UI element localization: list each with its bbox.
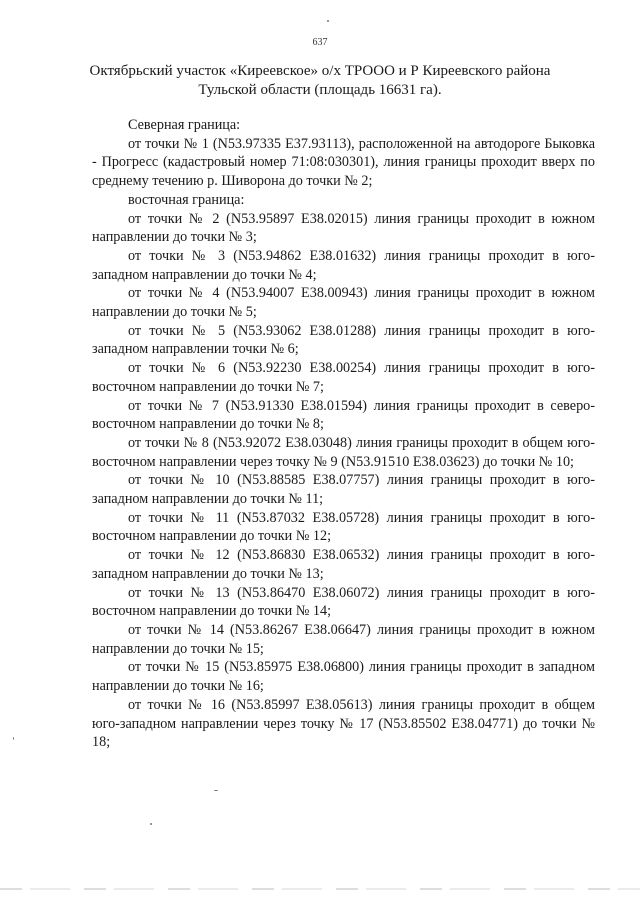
paragraph: от точки № 11 (N53.87032 E38.05728) линия границы проходит в юго-восточном направлении до точки № 12; — [92, 509, 595, 545]
scan-speck — [327, 20, 329, 22]
paragraph: от точки № 4 (N53.94007 E38.00943) линия границы проходит в южном направлении до точки № 5; — [92, 285, 595, 321]
paragraph: от точки № 10 (N53.88585 E38.07757) линия границы проходит в юго-западном направлении до точки № 11; — [92, 472, 595, 508]
paragraph: от точки № 15 (N53.85975 E38.06800) линия границы проходит в западном направлении до точки № 16; — [92, 659, 595, 695]
paragraph: восточная граница: — [128, 191, 245, 208]
paragraph: от точки № 7 (N53.91330 E38.01594) линия границы проходит в северо-восточном направлении до точки № 8; — [92, 397, 595, 433]
scan-speck — [214, 790, 218, 791]
paragraph: от точки № 12 (N53.86830 E38.06532) линия границы проходит в юго-западном направлении до точки № 13; — [92, 547, 595, 582]
scan-speck — [13, 737, 14, 740]
scan-speck — [150, 823, 152, 825]
page-number: 637 — [312, 37, 328, 48]
paragraph: от точки № 8 (N53.92072 E38.03048) линия границы проходит в общем юго-восточном направлении через точку № 9 (N53.91510 E38.03623) до точки № 10; — [92, 434, 595, 470]
paragraph: от точки № 6 (N53.92230 E38.00254) линия границы проходит в юго-восточном направлении до точки № 7; — [92, 360, 595, 395]
paragraph: Северная граница: — [128, 117, 241, 133]
paragraph: от точки № 13 (N53.86470 E38.06072) линия границы проходит в юго-восточном направлении до точки № 14; — [92, 584, 595, 620]
paragraph: от точки № 14 (N53.86267 E38.06647) линия границы проходит в южном направлении до точки № 15; — [92, 621, 595, 657]
paragraph: от точки № 3 (N53.94862 E38.01632) линия границы проходит в юго-западном направлении до точки № 4; — [92, 247, 595, 283]
boundary-description — [92, 116, 595, 752]
paragraph: от точки № 16 (N53.85997 E38.05613) линия границы проходит в общем юго-западном направлении через точку № 17 (N53.85502 E38.04771) до точки № 18; — [92, 696, 595, 751]
paragraph: от точки № 2 (N53.95897 E38.02015) линия границы проходит в южном направлении до точки № 3; — [92, 210, 595, 246]
title-line-1: Октябрьский участок «Киреевское» о/х ТРООО и Р Киреевского района — [89, 63, 551, 79]
title-line-2: Тульской области (площадь 16631 га). — [198, 82, 442, 98]
paragraph: от точки № 5 (N53.93062 E38.01288) линия границы проходит в юго-западном направлении точки № 6; — [92, 322, 595, 358]
scan-artifact-line — [0, 888, 640, 890]
paragraph: от точки № 1 (N53.97335 E37.93113), расположенной на автодороге Быковка - Прогресс (кадастровый номер 71:08:030301), линия границы проходит вверх по среднему течению р. Шиворона до точки № 2; — [92, 135, 595, 190]
document-title — [60, 62, 580, 100]
